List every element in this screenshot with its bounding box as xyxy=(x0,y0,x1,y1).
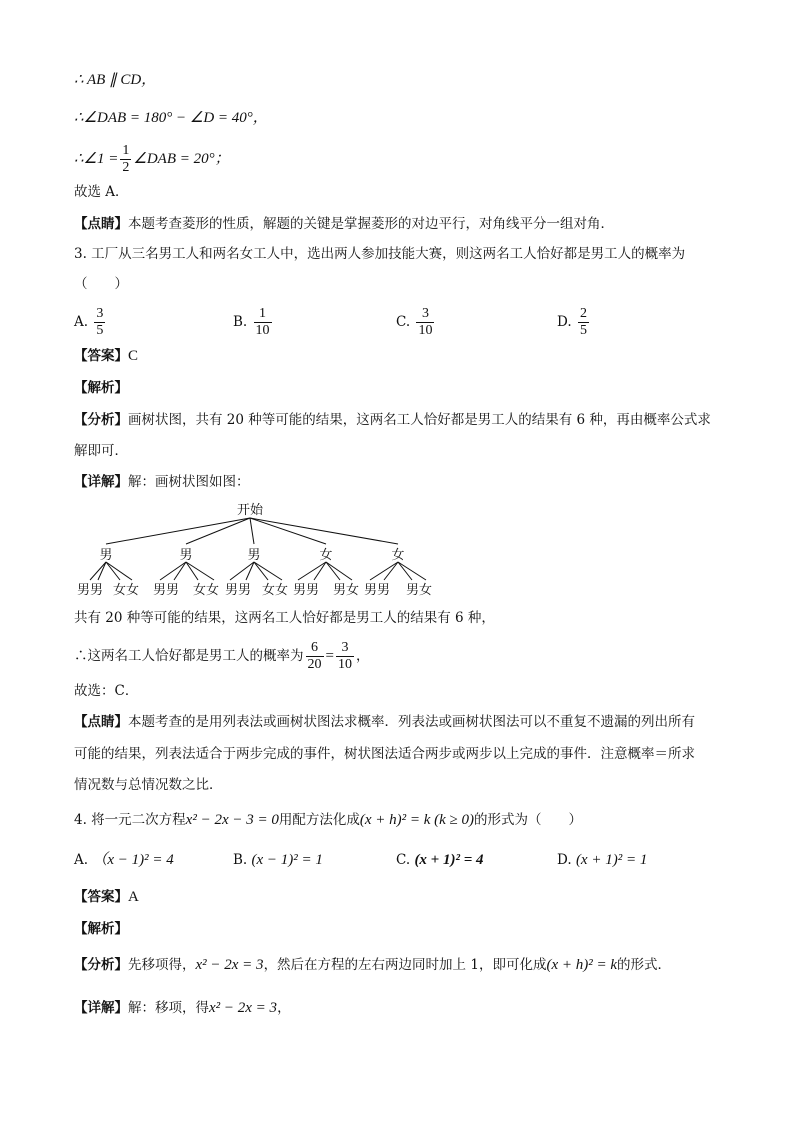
tree-node-l1: 男 xyxy=(247,548,261,563)
tree-leaf: 男女 xyxy=(332,583,360,598)
q3-stem-line1: 3. 工厂从三名男工人和两名女工人中，选出两人参加技能大赛，则这两名工人恰好都是男工人的概率为 xyxy=(74,246,686,262)
tree-node-l1: 男 xyxy=(179,548,193,563)
q3-fenxi-line1: 【分析】画树状图，共有 20 种等可能的结果，这两名工人恰好都是男工人的结果有 6 种，再由概率公式求 xyxy=(74,412,711,428)
tree-leaf: 男男 xyxy=(292,583,320,598)
q3-analysis-heading: 【解析】 xyxy=(74,380,128,396)
q3-dianjing-line3: 情况数与总情况数之比． xyxy=(74,777,223,793)
tree-node-l1: 男 xyxy=(99,548,113,563)
line-dianjing-q2: 【点睛】本题考查菱形的性质，解题的关键是掌握菱形的对边平行，对角线平分一组对角． xyxy=(74,216,614,232)
line-choose-a: 故选 A． xyxy=(74,184,129,200)
q3-probability-line: ∴这两名工人恰好都是男工人的概率为 $\frac{6}{20}$ = $\frac{3}{10}$ ， xyxy=(74,640,370,672)
q4-option-d: D. (x + 1)² = 1 xyxy=(557,852,648,868)
q3-after-tree: 共有 20 种等可能的结果，这两名工人恰好都是男工人的结果有 6 种， xyxy=(74,610,495,626)
q3-option-d: D. $\frac{2}{5}$ xyxy=(557,306,587,338)
fraction-half: $\frac{1}{2}$ xyxy=(122,143,130,175)
tree-node-l1: 女 xyxy=(391,548,405,563)
tree-leaf: 男男 xyxy=(76,583,104,598)
tree-leaf: 男女 xyxy=(405,583,433,598)
tree-diagram xyxy=(70,498,450,602)
tree-leaf: 女女 xyxy=(112,583,140,598)
tree-leaf: 女女 xyxy=(261,583,289,598)
line-angle-dab: ∴∠DAB = 180° − ∠D = 40°， xyxy=(74,110,268,126)
q4-fenxi: 【分析】先移项得，x² − 2x = 3，然后在方程的左右两边同时加上 1，即可化成(x + h)² = k的形式． xyxy=(74,957,671,973)
q3-option-c: C. $\frac{3}{10}$ xyxy=(396,306,433,338)
q3-dianjing-line2: 可能的结果，列表法适合于两步完成的事件，树状图法适合两步或两步以上完成的事件．注意概率＝所求 xyxy=(74,746,695,762)
q3-detail: 【详解】解：画树状图如图： xyxy=(74,474,250,490)
q3-answer: 【答案】C xyxy=(74,348,139,364)
q3-stem-line2: （ ） xyxy=(74,276,128,292)
q3-fenxi-line2: 解即可． xyxy=(74,443,128,459)
q4-answer: 【答案】A xyxy=(74,889,139,905)
tree-node-l1: 女 xyxy=(319,548,333,563)
line-angle-1: ∴∠1 = $\frac{1}{2}$ ∠DAB = 20°； xyxy=(74,143,230,175)
q3-option-a: A. $\frac{3}{5}$ xyxy=(74,306,104,338)
tree-leaf: 女女 xyxy=(192,583,220,598)
q4-option-b: B. (x − 1)² = 1 xyxy=(233,852,323,868)
q4-option-a: A. （x − 1)² = 4 xyxy=(74,852,174,868)
tree-root: 开始 xyxy=(236,503,264,518)
tree-leaf: 男男 xyxy=(224,583,252,598)
q4-detail: 【详解】解：移项，得x² − 2x = 3， xyxy=(74,1000,291,1016)
q4-stem: 4. 将一元二次方程x² − 2x − 3 = 0用配方法化成(x + h)² = k (k ≥ 0)的形式为（ ） xyxy=(74,812,583,828)
q4-option-c: C. (x + 1)² = 4 xyxy=(396,852,484,868)
tree-leaf: 男男 xyxy=(152,583,180,598)
q3-dianjing-line1: 【点睛】本题考查的是用列表法或画树状图法求概率．列表法或画树状图法可以不重复不遗漏的列出所有 xyxy=(74,714,695,730)
q3-choose: 故选：C． xyxy=(74,683,139,699)
q3-option-b: B. $\frac{1}{10}$ xyxy=(233,306,270,338)
tree-leaf: 男男 xyxy=(363,583,391,598)
line-parallel: ∴ AB ∥ CD， xyxy=(74,72,157,88)
q4-analysis-heading: 【解析】 xyxy=(74,921,128,937)
